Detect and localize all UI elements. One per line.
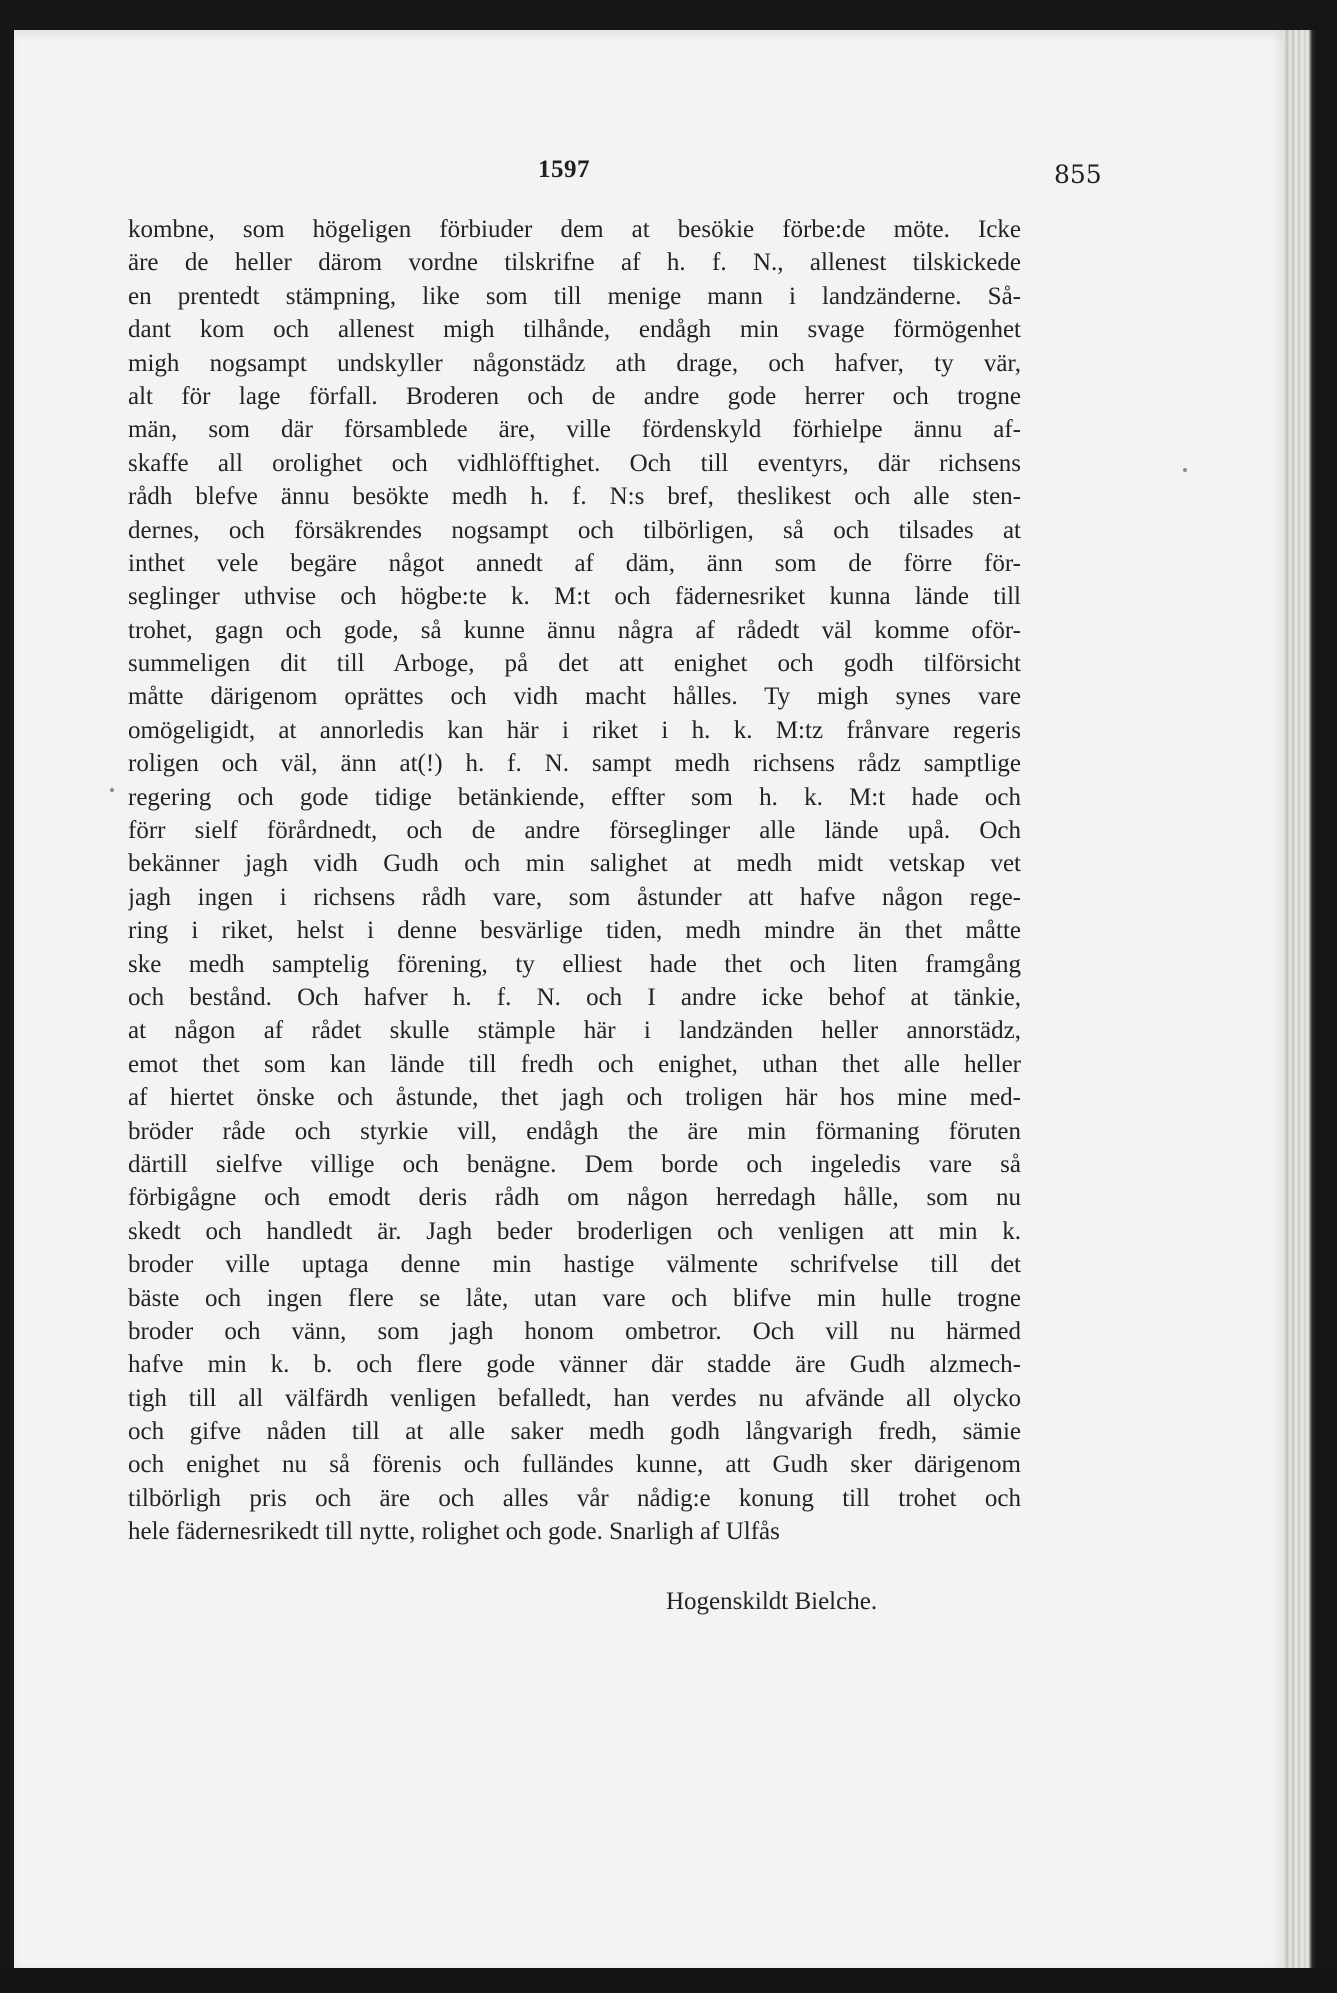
text-line: jagh ingen i richsens rådh vare, som åstunder att hafve någon rege- bbox=[128, 883, 1021, 911]
text-line: äre de heller därom vordne tilskrifne af h. f. N., allenest tilskickede bbox=[128, 249, 1021, 277]
text-line: skaffe all orolighet och vidhlöfftighet. Och till eventyrs, där richsens bbox=[128, 449, 1021, 477]
text-line: ring i riket, helst i denne besvärlige tiden, medh mindre än thet måtte bbox=[128, 917, 1021, 945]
text-line: tigh till all välfärdh venligen befalledt, han verdes nu afvände all olycko bbox=[128, 1384, 1021, 1412]
text-line: dernes, och försäkrendes nogsampt och tilbörligen, så och tilsades at bbox=[128, 516, 1021, 544]
text-line: roligen och väl, änn at(!) h. f. N. sampt medh richsens rådz samptlige bbox=[128, 750, 1021, 778]
text-line: skedt och handledt är. Jagh beder broderligen och venligen att min k. bbox=[128, 1217, 1021, 1245]
text-line: bekänner jagh vidh Gudh och min salighet at medh midt vetskap vet bbox=[128, 850, 1021, 878]
text-line: broder ville uptaga denne min hastige välmente schrifvelse till det bbox=[128, 1251, 1021, 1279]
text-line: kombne, som högeligen förbiuder dem at besökie förbe:de möte. Icke bbox=[128, 216, 1021, 243]
text-line: omögeligidt, at annorledis kan här i riket i h. k. M:tz frånvare regeris bbox=[128, 716, 1021, 744]
text-line: hele fädernesrikedt till nytte, rolighet och gode. Snarligh af Ulfås bbox=[128, 1518, 780, 1546]
text-line: ske medh samptelig förening, ty elliest hade thet och liten framgång bbox=[128, 950, 1021, 978]
text-line: en prentedt stämpning, like som till menige mann i landzänderne. Så- bbox=[128, 282, 1021, 310]
stray-ink-mark bbox=[110, 788, 114, 792]
scan-bottom-border bbox=[0, 1968, 1337, 1993]
text-line: trohet, gagn och gode, så kunne ännu några af rådedt väl komme oför- bbox=[128, 616, 1021, 644]
page-number: 855 bbox=[1054, 160, 1102, 189]
text-line: inthet vele begäre något annedt af däm, änn som de förre för- bbox=[128, 549, 1021, 577]
text-line: dant kom och allenest migh tilhånde, endågh min svage förmögenhet bbox=[128, 316, 1021, 344]
text-line: tilbörligh pris och äre och alles vår nådig:e konung till trohet och bbox=[128, 1484, 1021, 1512]
text-line: at någon af rådet skulle stämple här i landzänden heller annorstädz, bbox=[128, 1017, 1021, 1045]
text-line: män, som där församblede äre, ville fördenskyld förhielpe ännu af- bbox=[128, 416, 1021, 444]
text-line: regering och gode tidige betänkiende, effter som h. k. M:t hade och bbox=[128, 783, 1021, 811]
text-line: migh nogsampt undskyller någonstädz ath drage, och hafver, ty vär, bbox=[128, 349, 1021, 377]
text-line: förr sielf förårdnedt, och de andre förseglinger alle lände upå. Och bbox=[128, 817, 1021, 845]
text-line: alt för lage förfall. Broderen och de andre gode herrer och trogne bbox=[128, 382, 1021, 410]
text-line: och bestånd. Och hafver h. f. N. och I andre icke behof at tänkie, bbox=[128, 983, 1021, 1011]
page-header-year: 1597 bbox=[538, 156, 590, 183]
text-line: broder och vänn, som jagh honom ombetror. Och vill nu härmed bbox=[128, 1317, 1021, 1345]
text-line: och gifve nåden till at alle saker medh godh långvarigh fredh, sämie bbox=[128, 1418, 1021, 1446]
signature: Hogenskildt Bielche. bbox=[666, 1588, 878, 1615]
page-edge bbox=[1284, 30, 1316, 1970]
stray-ink-mark bbox=[1183, 468, 1187, 472]
text-line: förbigågne och emodt deris rådh om någon herredagh hålle, som nu bbox=[128, 1184, 1021, 1212]
text-line: och enighet nu så förenis och fulländes kunne, att Gudh sker därigenom bbox=[128, 1451, 1021, 1479]
text-line: af hiertet önske och åstunde, thet jagh och troligen här hos mine med- bbox=[128, 1084, 1021, 1112]
text-line: bäste och ingen flere se låte, utan vare och blifve min hulle trogne bbox=[128, 1284, 1021, 1312]
text-line: därtill sielfve villige och benägne. Dem borde och ingeledis vare så bbox=[128, 1150, 1021, 1178]
text-line: bröder råde och styrkie vill, endågh the äre min förmaning föruten bbox=[128, 1117, 1021, 1145]
text-line: rådh blefve ännu besökte medh h. f. N:s bref, theslikest och alle sten- bbox=[128, 483, 1021, 511]
text-line: hafve min k. b. och flere gode vänner där stadde äre Gudh alzmech- bbox=[128, 1351, 1021, 1379]
text-line: summeligen dit till Arboge, på det att enighet och godh tilförsicht bbox=[128, 650, 1021, 678]
text-line: seglinger uthvise och högbe:te k. M:t och fädernesriket kunna lände till bbox=[128, 583, 1021, 611]
letter-body bbox=[128, 213, 1021, 1549]
text-line: emot thet som kan lände till fredh och enighet, uthan thet alle heller bbox=[128, 1050, 1021, 1078]
text-line: måtte därigenom oprättes och vidh macht hålles. Ty migh synes vare bbox=[128, 683, 1021, 711]
